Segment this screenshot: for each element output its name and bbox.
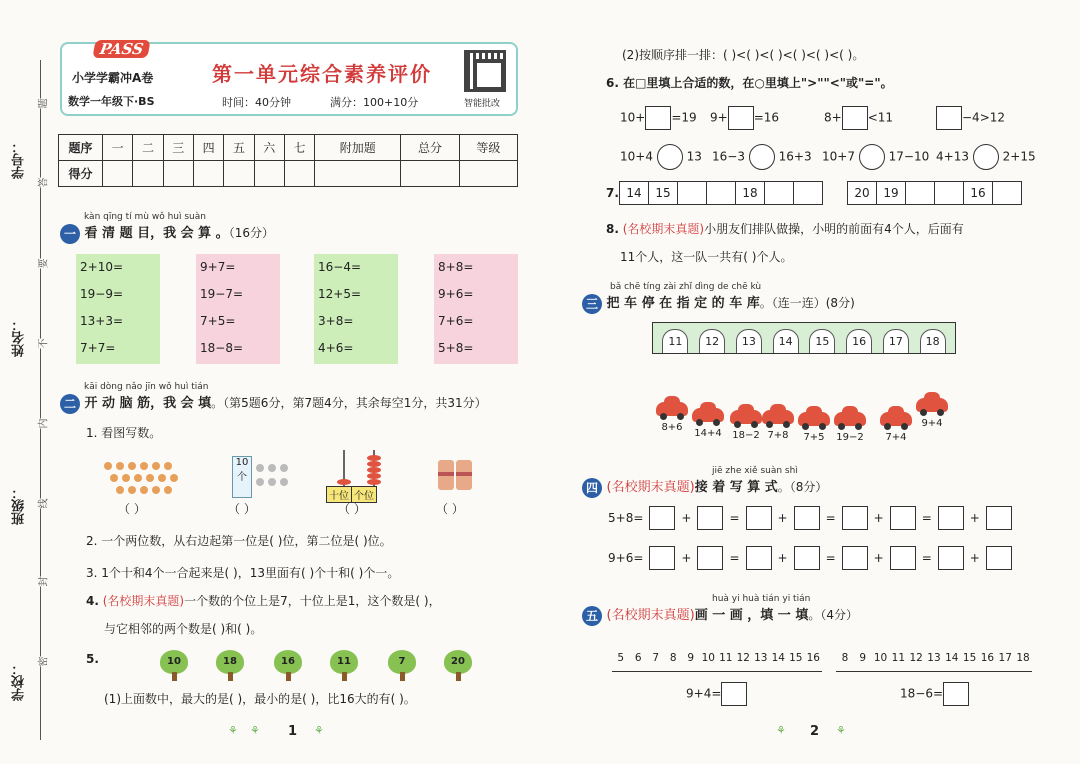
tick-label: 5 bbox=[617, 652, 625, 664]
worksheet-header bbox=[60, 42, 518, 116]
score-cell[interactable] bbox=[315, 161, 401, 187]
car-icon bbox=[692, 408, 724, 422]
seal-char: 要 bbox=[35, 259, 50, 269]
seq-cell[interactable]: 14 bbox=[619, 181, 649, 205]
table-cell: 题序 bbox=[59, 135, 103, 161]
tree-trunk bbox=[172, 672, 177, 681]
tens-label: 十位 bbox=[326, 486, 352, 503]
garage-slot[interactable]: 14 bbox=[773, 329, 799, 353]
exam-tag: (名校期末真题) bbox=[606, 608, 695, 623]
wheel bbox=[819, 423, 826, 430]
car-icon bbox=[834, 412, 866, 426]
tree-trunk bbox=[342, 672, 347, 681]
section-note: 。（连一连）(8分) bbox=[759, 296, 855, 310]
seal-char: 封 bbox=[35, 577, 50, 587]
seal-char: 内 bbox=[35, 419, 50, 429]
tick-label: 8 bbox=[841, 652, 849, 664]
section-title-text: 看 清 题 目，我 会 算 。 bbox=[84, 226, 229, 241]
score-table bbox=[58, 134, 518, 187]
compare-circle[interactable] bbox=[973, 144, 999, 170]
right-page bbox=[540, 0, 1080, 764]
exercise-item[interactable]: 19−9= bbox=[80, 287, 124, 301]
answer-box[interactable] bbox=[697, 546, 723, 570]
section-3-title bbox=[582, 292, 855, 314]
exercise-item[interactable]: 19−7= bbox=[200, 287, 244, 301]
ten-bundle-label: 10个 bbox=[235, 457, 249, 483]
seal-char: 线 bbox=[35, 499, 50, 509]
q6-item bbox=[710, 106, 779, 130]
garage-slot[interactable]: 17 bbox=[883, 329, 909, 353]
sprout-icon: ⚘ bbox=[228, 724, 238, 737]
car-icon bbox=[762, 410, 794, 424]
page-title: 第一单元综合素养评价 bbox=[212, 62, 432, 86]
exam-tag: (名校期末真题) bbox=[102, 594, 185, 608]
answer-box[interactable] bbox=[649, 506, 675, 530]
answer-box[interactable] bbox=[938, 506, 964, 530]
question-7: 7. bbox=[606, 186, 619, 200]
table-cell: 等级 bbox=[459, 135, 517, 161]
answer-box[interactable] bbox=[721, 682, 747, 706]
wheel bbox=[696, 419, 703, 426]
wheel bbox=[884, 423, 891, 430]
question-6: 6. 在□里填上合适的数，在○里填上">""<"或"="。 bbox=[606, 76, 893, 90]
equation-text: 9+4= bbox=[686, 686, 722, 701]
score-cell[interactable] bbox=[163, 161, 193, 187]
sprout-icon: ⚘ bbox=[836, 724, 846, 737]
car-label: 7+4 bbox=[885, 432, 907, 443]
tick-label: 7 bbox=[652, 652, 660, 664]
wheel bbox=[937, 409, 944, 416]
answer-box[interactable] bbox=[842, 106, 868, 130]
abacus-figure bbox=[326, 448, 392, 488]
class-label: 班级： bbox=[12, 486, 27, 525]
exam-tag: (名校期末真题) bbox=[622, 222, 705, 236]
section-note: 。（第5题6分，第7题4分，其余每空1分，共31分） bbox=[211, 396, 487, 410]
car[interactable] bbox=[798, 412, 830, 443]
section-badge: 四 bbox=[582, 478, 602, 498]
car-label: 7+5 bbox=[803, 432, 825, 443]
q6-suffix: <11 bbox=[867, 110, 894, 125]
tree-number: 7 bbox=[388, 650, 416, 674]
score-cell[interactable] bbox=[224, 161, 254, 187]
binding-line bbox=[40, 60, 41, 740]
tick-label: 6 bbox=[634, 652, 642, 664]
seal-char: 题 bbox=[35, 99, 50, 109]
seal-char: 答 bbox=[35, 178, 50, 188]
garage-slot[interactable]: 18 bbox=[920, 329, 946, 353]
tree-number: 18 bbox=[216, 650, 244, 674]
page-number: 2 bbox=[810, 724, 820, 739]
garage-slot[interactable]: 13 bbox=[736, 329, 762, 353]
tick-label: 14 bbox=[771, 652, 785, 664]
exercise-item[interactable]: 3+8= bbox=[318, 314, 354, 328]
tick-label: 11 bbox=[719, 652, 733, 664]
exercise-card bbox=[76, 254, 160, 364]
answer-box[interactable] bbox=[794, 506, 820, 530]
wheel bbox=[783, 421, 790, 428]
tick-label: 14 bbox=[945, 652, 959, 664]
section-5-title bbox=[582, 604, 858, 626]
section-pinyin: kàn qīng tí mù wǒ huì suàn bbox=[84, 212, 206, 222]
exercise-item[interactable]: 12+5= bbox=[318, 287, 362, 301]
score-table-header-row bbox=[59, 135, 518, 161]
q6-compare bbox=[822, 144, 929, 170]
question-8: 8. (名校期末真题)小朋友们排队做操，小明的前面有4个人，后面有 bbox=[606, 222, 964, 236]
grade-label: 数学一年级下·BS bbox=[68, 95, 155, 108]
score-cell[interactable] bbox=[193, 161, 223, 187]
wheel bbox=[660, 413, 667, 420]
answer-box[interactable] bbox=[842, 546, 868, 570]
seq-cell[interactable] bbox=[793, 181, 823, 205]
section-note: 。（4分） bbox=[808, 608, 858, 622]
table-cell: 二 bbox=[133, 135, 163, 161]
car-label: 9+4 bbox=[921, 418, 943, 429]
equation-text: 18−6= bbox=[900, 686, 944, 701]
q6-item bbox=[824, 106, 893, 130]
compare-left: 10+4 bbox=[620, 149, 653, 164]
exercise-item[interactable]: 7+7= bbox=[80, 341, 116, 355]
number-line-equation-2 bbox=[900, 682, 969, 706]
q6-compare bbox=[936, 144, 1036, 170]
seq-cell[interactable]: 19 bbox=[876, 181, 906, 205]
answer-box[interactable] bbox=[890, 546, 916, 570]
seal-char: 密 bbox=[35, 657, 50, 667]
question-4-continued: 与它相邻的两个数是( )和( )。 bbox=[104, 622, 263, 636]
question-8-text: 小朋友们排队做操，小明的前面有4个人，后面有 bbox=[704, 222, 964, 236]
answer-box[interactable] bbox=[697, 506, 723, 530]
car-label: 19−2 bbox=[836, 432, 864, 443]
number-line-2 bbox=[836, 652, 1032, 672]
question-5-label bbox=[86, 652, 99, 666]
tick-label: 9 bbox=[687, 652, 695, 664]
exercise-card bbox=[196, 254, 280, 364]
tick-label: 12 bbox=[909, 652, 923, 664]
table-cell: 附加题 bbox=[315, 135, 401, 161]
ones-dots-figure bbox=[254, 462, 290, 492]
q6-compare bbox=[712, 144, 812, 170]
exercise-item[interactable]: 9+7= bbox=[200, 260, 236, 274]
page-number: 1 bbox=[288, 724, 298, 739]
car-icon bbox=[656, 402, 688, 416]
section-badge: 五 bbox=[582, 606, 602, 626]
section-title-text: 把 车 停 在 指 定 的 车 库 bbox=[606, 296, 760, 311]
sprout-icon: ⚘ bbox=[776, 724, 786, 737]
section-4-title bbox=[582, 476, 827, 498]
chain-start: 9+6= bbox=[608, 551, 644, 565]
wheel bbox=[901, 423, 908, 430]
time-limit: 时间：40分钟 bbox=[222, 96, 291, 109]
chain-start: 5+8= bbox=[608, 511, 644, 525]
exercise-card bbox=[434, 254, 518, 364]
wheel bbox=[802, 423, 809, 430]
car-icon bbox=[880, 412, 912, 426]
wheel bbox=[734, 421, 741, 428]
tick-label: 11 bbox=[891, 652, 906, 664]
car-icon bbox=[916, 398, 948, 412]
q6-suffix: −4>12 bbox=[962, 110, 1006, 125]
car-label: 7+8 bbox=[767, 430, 789, 441]
tree-number: 20 bbox=[444, 650, 472, 674]
score-cell[interactable] bbox=[103, 161, 133, 187]
dots-pyramid-figure bbox=[98, 458, 192, 500]
answer-box[interactable] bbox=[649, 546, 675, 570]
tick-label: 18 bbox=[1016, 652, 1030, 664]
tick-label: 10 bbox=[701, 652, 715, 664]
section-2-title bbox=[60, 392, 487, 414]
tick-label: 16 bbox=[806, 652, 820, 664]
section-pinyin: jiē zhe xiě suàn shì bbox=[712, 466, 798, 476]
question-3: 3. 1个十和4个一合起来是( )，13里面有( )个十和( )个一。 bbox=[86, 566, 400, 580]
answer-box[interactable] bbox=[842, 506, 868, 530]
table-cell: 总分 bbox=[401, 135, 459, 161]
tree-trunk bbox=[286, 672, 291, 681]
tick-label: 16 bbox=[980, 652, 995, 664]
answer-blank[interactable]: （ ） bbox=[228, 502, 256, 516]
wheel bbox=[838, 423, 845, 430]
section-pinyin: huà yi huà tián yi tián bbox=[712, 594, 811, 604]
table-cell: 一 bbox=[103, 135, 133, 161]
car[interactable] bbox=[880, 412, 912, 443]
garage-slot[interactable]: 16 bbox=[846, 329, 872, 353]
tick-label: 13 bbox=[754, 652, 768, 664]
garage-row bbox=[652, 322, 956, 354]
compare-right: 17−10 bbox=[888, 149, 930, 164]
compare-left: 10+7 bbox=[822, 149, 855, 164]
car-label: 14+4 bbox=[694, 428, 722, 439]
score-table-score-row bbox=[59, 161, 518, 187]
exercise-item[interactable]: 7+6= bbox=[438, 314, 474, 328]
car-label: 18−2 bbox=[732, 430, 760, 441]
car[interactable] bbox=[692, 408, 724, 439]
series-name: 小学学霸冲A卷 bbox=[72, 71, 154, 85]
tree-trunk bbox=[456, 672, 461, 681]
number-tree bbox=[160, 650, 188, 682]
compare-circle[interactable] bbox=[657, 144, 683, 170]
answer-box[interactable] bbox=[986, 506, 1012, 530]
full-score: 满分：100+10分 bbox=[330, 96, 419, 109]
exercise-item[interactable]: 7+5= bbox=[200, 314, 236, 328]
number-tree bbox=[216, 650, 244, 682]
school-label: 学校： bbox=[12, 662, 27, 701]
q6-compare bbox=[620, 144, 702, 170]
q6-prefix: 9+ bbox=[710, 110, 728, 125]
tree-number: 16 bbox=[274, 650, 302, 674]
tick-label: 8 bbox=[669, 652, 677, 664]
question-4: 4. (名校期末真题)一个数的个位上是7，十位上是1，这个数是( )， bbox=[86, 594, 441, 608]
seq-cell[interactable]: 16 bbox=[963, 181, 993, 205]
answer-box[interactable] bbox=[794, 546, 820, 570]
sprout-icon: ⚘ bbox=[250, 724, 260, 737]
section-pinyin: kāi dòng nǎo jīn wǒ huì tián bbox=[84, 382, 209, 392]
tick-label: 17 bbox=[998, 652, 1012, 664]
question-1: 1. 看图写数。 bbox=[86, 426, 162, 440]
wheel bbox=[855, 423, 862, 430]
question-2: 2. 一个两位数，从右边起第一位是( )位，第二位是( )位。 bbox=[86, 534, 392, 548]
answer-blank[interactable]: （ ） bbox=[338, 502, 366, 516]
table-cell: 三 bbox=[163, 135, 193, 161]
score-cell[interactable] bbox=[401, 161, 459, 187]
section-title-text: 接 着 写 算 式 bbox=[694, 480, 778, 495]
q6-item bbox=[620, 106, 697, 130]
answer-box[interactable] bbox=[746, 546, 772, 570]
seq-cell[interactable] bbox=[934, 181, 964, 205]
tree-trunk bbox=[228, 672, 233, 681]
q6-prefix: 8+ bbox=[824, 110, 842, 125]
wheel bbox=[766, 421, 773, 428]
student-id-label: 学号： bbox=[12, 140, 27, 179]
stick-bundles-figure bbox=[436, 458, 476, 492]
compare-left: 16−3 bbox=[712, 149, 745, 164]
score-cell[interactable] bbox=[459, 161, 517, 187]
ten-bundle-figure bbox=[232, 456, 252, 498]
answer-box[interactable] bbox=[943, 682, 969, 706]
compare-right: 16+3 bbox=[778, 149, 812, 164]
sprout-icon: ⚘ bbox=[314, 724, 324, 737]
seq-cell[interactable]: 18 bbox=[735, 181, 765, 205]
car-label: 8+6 bbox=[661, 422, 683, 433]
exercise-item[interactable]: 8+8= bbox=[438, 260, 474, 274]
table-cell: 四 bbox=[193, 135, 223, 161]
question-5-2: (2)按顺序排一排：( )<( )<( )<( )<( )<( )。 bbox=[622, 48, 865, 62]
exercise-item[interactable]: 5+8= bbox=[438, 341, 474, 355]
seq-cell[interactable] bbox=[992, 181, 1022, 205]
answer-box[interactable] bbox=[746, 506, 772, 530]
number-tree bbox=[388, 650, 416, 682]
exam-tag: (名校期末真题) bbox=[606, 480, 695, 495]
answer-box[interactable] bbox=[645, 106, 671, 130]
exercise-item[interactable]: 2+10= bbox=[80, 260, 124, 274]
question-4-text: 一个数的个位上是7，十位上是1，这个数是( )， bbox=[184, 594, 441, 608]
tick-label: 15 bbox=[789, 652, 803, 664]
q6-prefix: 10+ bbox=[620, 110, 646, 125]
number-tree bbox=[274, 650, 302, 682]
seq-cell[interactable]: 15 bbox=[648, 181, 678, 205]
wheel bbox=[713, 419, 720, 426]
answer-box[interactable] bbox=[986, 546, 1012, 570]
answer-box[interactable] bbox=[936, 106, 962, 130]
tick-label: 12 bbox=[736, 652, 750, 664]
calc-chain: 5+8= + = + = + = + bbox=[608, 506, 1018, 530]
seq-cell[interactable] bbox=[764, 181, 794, 205]
number-line-1 bbox=[612, 652, 822, 672]
section-badge: 一 bbox=[60, 224, 80, 244]
qr-code-icon[interactable] bbox=[464, 50, 506, 92]
sequence-1 bbox=[620, 181, 823, 205]
wheel bbox=[677, 413, 684, 420]
section-1-title bbox=[60, 222, 274, 244]
exercise-card bbox=[314, 254, 398, 364]
compare-circle[interactable] bbox=[749, 144, 775, 170]
section-title-text: 开 动 脑 筋，我 会 填 bbox=[84, 396, 212, 411]
section-badge: 二 bbox=[60, 394, 80, 414]
answer-box[interactable] bbox=[890, 506, 916, 530]
section-note: 。（8分） bbox=[777, 480, 828, 494]
garage-slot[interactable]: 15 bbox=[809, 329, 835, 353]
score-cell[interactable] bbox=[284, 161, 314, 187]
q6-item bbox=[936, 106, 1005, 130]
section-note: （16分） bbox=[228, 226, 274, 240]
car[interactable] bbox=[834, 412, 866, 443]
question-5-1: (1)上面数中，最大的是( )，最小的是( )，比16大的有( )。 bbox=[104, 692, 416, 706]
car[interactable] bbox=[762, 410, 794, 441]
car[interactable] bbox=[730, 410, 762, 441]
ones-label: 个位 bbox=[352, 486, 377, 503]
brand-logo: PASS bbox=[92, 40, 150, 58]
seq-cell[interactable] bbox=[677, 181, 707, 205]
number-tree bbox=[330, 650, 358, 682]
answer-box[interactable] bbox=[938, 546, 964, 570]
table-cell: 六 bbox=[254, 135, 284, 161]
car[interactable] bbox=[656, 402, 688, 433]
answer-blank[interactable]: （ ） bbox=[436, 502, 464, 516]
qr-caption: 智能批改 bbox=[464, 99, 501, 109]
number-tree bbox=[444, 650, 472, 682]
sequence-2 bbox=[848, 181, 1022, 205]
tick-label: 9 bbox=[859, 652, 867, 664]
wheel bbox=[920, 409, 927, 416]
exercise-item[interactable]: 16−4= bbox=[318, 260, 362, 274]
garage-slot[interactable]: 11 bbox=[662, 329, 688, 353]
seq-cell[interactable] bbox=[706, 181, 736, 205]
compare-right: 2+15 bbox=[1002, 149, 1036, 164]
seq-cell[interactable]: 20 bbox=[847, 181, 877, 205]
garage-slot[interactable]: 12 bbox=[699, 329, 725, 353]
seal-char: 不 bbox=[35, 339, 50, 349]
exercise-item[interactable]: 18−8= bbox=[200, 341, 244, 355]
question-5-number: 5. bbox=[86, 652, 99, 666]
tree-number: 11 bbox=[330, 650, 358, 674]
calc-chain: 9+6= + = + = + = + bbox=[608, 546, 1018, 570]
compare-circle[interactable] bbox=[859, 144, 885, 170]
compare-left: 4+13 bbox=[936, 149, 969, 164]
tree-number: 10 bbox=[160, 650, 188, 674]
tick-label: 10 bbox=[873, 652, 888, 664]
q6-suffix: =19 bbox=[671, 110, 697, 125]
score-cell[interactable] bbox=[133, 161, 163, 187]
tick-label: 15 bbox=[962, 652, 977, 664]
number-line-equation-1 bbox=[686, 682, 747, 706]
exercise-item[interactable]: 4+6= bbox=[318, 341, 354, 355]
question-8-continued: 11个人，这一队一共有( )个人。 bbox=[620, 250, 793, 264]
car-icon bbox=[798, 412, 830, 426]
answer-blank[interactable]: （ ） bbox=[118, 502, 146, 516]
car[interactable] bbox=[916, 398, 948, 429]
compare-right: 13 bbox=[686, 149, 702, 164]
section-badge: 三 bbox=[582, 294, 602, 314]
q6-suffix: =16 bbox=[753, 110, 780, 125]
wheel bbox=[751, 421, 758, 428]
exercise-item[interactable]: 13+3= bbox=[80, 314, 124, 328]
tick-label: 13 bbox=[927, 652, 941, 664]
tree-trunk bbox=[400, 672, 405, 681]
score-cell[interactable] bbox=[254, 161, 284, 187]
table-cell: 得分 bbox=[59, 161, 103, 187]
seq-cell[interactable] bbox=[905, 181, 935, 205]
table-cell: 七 bbox=[284, 135, 314, 161]
table-cell: 五 bbox=[224, 135, 254, 161]
section-title-text: 画 一 画 ，填 一 填 bbox=[694, 608, 809, 623]
exercise-item[interactable]: 9+6= bbox=[438, 287, 474, 301]
car-icon bbox=[730, 410, 762, 424]
section-pinyin: bǎ chē tíng zài zhǐ dìng de chē kù bbox=[610, 282, 762, 292]
answer-box[interactable] bbox=[728, 106, 754, 130]
name-label: 姓名： bbox=[12, 318, 27, 357]
